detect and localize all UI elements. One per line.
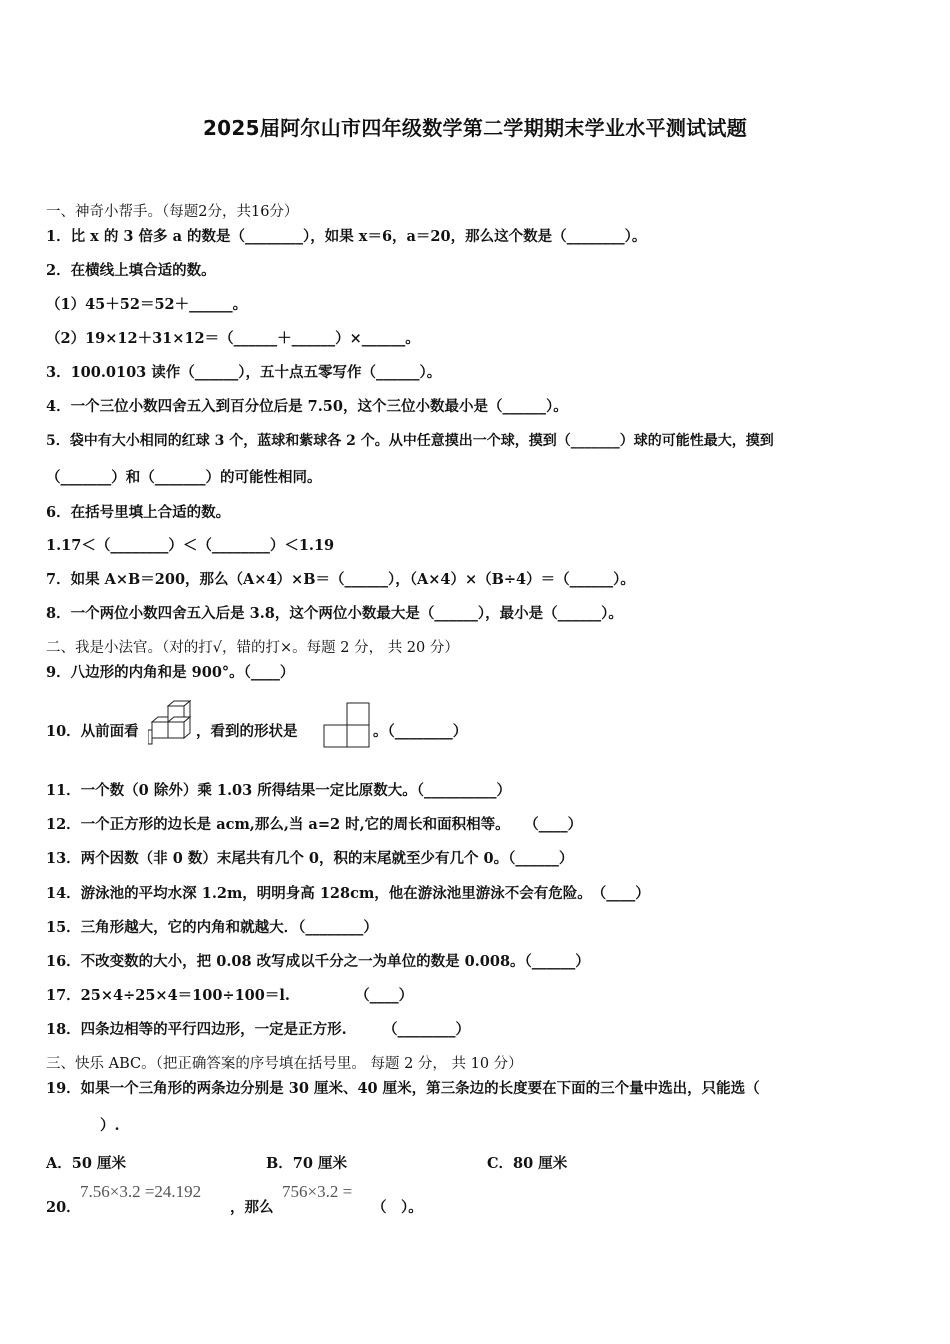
question-14: 14．游泳池的平均水深 1.2m，明明身高 128cm，他在游泳池里游泳不会有危险。 （____）	[46, 885, 650, 902]
section-3-heading: 三、快乐 ABC。（把正确答案的序号填在括号里。 每题 2 分， 共 10 分）	[46, 1056, 523, 1072]
question-18: 18．四条边相等的平行四边形，一定是正方形. （________）	[46, 1021, 470, 1038]
question-5-line-2: （_______）和（_______）的可能性相同。	[46, 469, 322, 486]
question-17: 17．25×4÷25×4＝100÷100＝l. （____）	[46, 987, 414, 1004]
cube-stack-figure	[148, 700, 194, 748]
question-2-part-1: （1）45＋52＝52＋______。	[46, 296, 248, 313]
question-15: 15．三角形越大，它的内角和就越大．（________）	[46, 919, 378, 936]
question-20-middle: ，那么	[230, 1199, 274, 1216]
question-3: 3．100.0103 读作（______），五十点五零写作（______）。	[46, 364, 442, 381]
question-1: 1．比 x 的 3 倍多 a 的数是（________），如果 x＝6，a＝20，那么这个数是（________）。	[46, 228, 647, 245]
question-6: 6．在括号里填上合适的数。	[46, 504, 231, 521]
question-19-line-1: 19．如果一个三角形的两条边分别是 30 厘米、40 厘米，第三条边的长度要在下面的三个量中选出，只能选（	[46, 1080, 760, 1097]
question-16: 16．不改变数的大小，把 0.08 改写成以千分之一为单位的数是 0.008。（______）	[46, 953, 590, 970]
question-9: 9．八边形的内角和是 900°。（____）	[46, 664, 295, 681]
section-1-heading: 一、神奇小帮手。（每题2分，共16分）	[46, 204, 299, 220]
question-12: 12．一个正方形的边长是 acm,那么,当 a=2 时,它的周长和面积相等。 （____）	[46, 816, 583, 833]
option-b: B．70 厘米	[266, 1155, 347, 1172]
question-7: 7．如果 A×B＝200，那么（A×4）×B＝（______），（A×4）×（B÷4）＝（______）。	[46, 571, 635, 588]
question-2-part-2: （2）19×12＋31×12＝（______＋______）×______。	[46, 330, 420, 347]
question-20-number: 20．	[46, 1199, 81, 1216]
question-2: 2．在横线上填合适的数。	[46, 262, 216, 279]
front-view-shape-figure	[323, 702, 371, 748]
question-4: 4．一个三位小数四舍五入到百分位后是 7.50，这个三位小数最小是（______）。	[46, 398, 568, 415]
option-c: C．80 厘米	[487, 1155, 568, 1172]
question-20-formula-1: 7.56×3.2 =24.192	[80, 1182, 202, 1201]
question-19-line-2: ）.	[100, 1117, 120, 1134]
option-a: A．50 厘米	[46, 1155, 126, 1172]
question-8: 8．一个两位小数四舍五入后是 3.8，这个两位小数最大是（______），最小是（______）。	[46, 605, 623, 622]
question-11: 11．一个数（0 除外）乘 1.03 所得结果一定比原数大。（__________）	[46, 782, 511, 799]
question-20-formula-2: 756×3.2 =	[282, 1182, 353, 1201]
page-title: 2025届阿尔山市四年级数学第二学期期末学业水平测试试题	[202, 116, 748, 140]
question-10-suffix: 。（________）	[373, 723, 468, 740]
question-20-answer-blank: （ ）。	[372, 1199, 423, 1216]
question-5-line-1: 5．袋中有大小相同的红球 3 个，蓝球和紫球各 2 个。从中任意摸出一个球，摸到（_______）球的可能性最大，摸到	[46, 433, 774, 449]
question-10-prefix: 10．从前面看	[46, 723, 139, 740]
question-10-middle: ，看到的形状是	[196, 723, 298, 740]
section-2-heading: 二、我是小法官。（对的打√，错的打×。每题 2 分， 共 20 分）	[46, 640, 459, 656]
question-6-inequality: 1.17＜（________）＜（________）＜1.19	[46, 537, 335, 554]
question-13: 13．两个因数（非 0 数）末尾共有几个 0，积的末尾就至少有几个 0。（______）	[46, 850, 574, 867]
